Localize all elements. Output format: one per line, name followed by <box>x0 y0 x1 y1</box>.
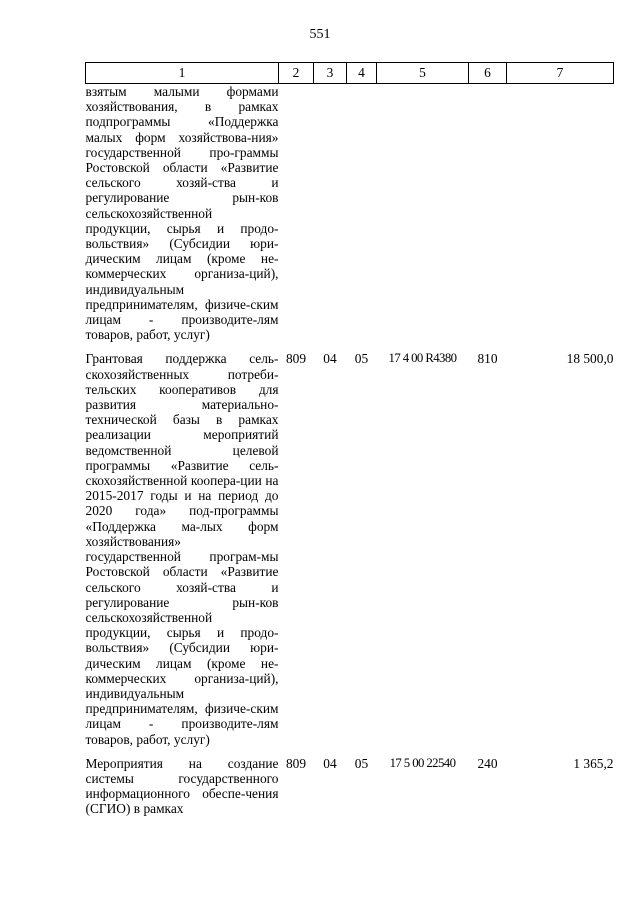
column-header: 4 <box>347 63 377 84</box>
column-header: 5 <box>377 63 469 84</box>
target-article-code: 17 5 00 22540 <box>389 755 456 770</box>
column-header: 3 <box>314 63 347 84</box>
budget-table <box>85 62 614 817</box>
subsection-code: 05 <box>354 755 369 771</box>
column-header: 1 <box>86 63 279 84</box>
ministry-code <box>279 84 314 343</box>
table-row <box>86 756 614 817</box>
section-code <box>314 84 347 343</box>
page-number: 551 <box>309 27 331 42</box>
column-header: 7 <box>507 63 614 84</box>
row-spacer <box>86 747 614 756</box>
amount-value <box>507 84 614 343</box>
table-header-row <box>86 63 614 84</box>
target-article-code: 17 4 00 R4380 <box>388 351 457 366</box>
ministry-code: 809 <box>285 351 307 367</box>
target-article-code <box>377 84 469 343</box>
section-code: 04 <box>323 351 337 367</box>
column-header: 6 <box>469 63 507 84</box>
row-description: Грантовая поддержка сель-скохозяйственных потреби-тельских кооперативов для развития материально-технической базы в рамках реализации мероприятий ведомственной целевой программы «Развитие сель-скохозяйственной коопера-ции на 2015-2017 годы и на период до 2020 года» под-программы «Поддержка ма-лых форм хозяйствования» государственной програм-мы Ростовской области «Развитие сельского хозяй-ства и регулирование рын-ков сельскохозяйственной продукции, сырья и продо-вольствия» (Субсидии юри-дическим лицам (кроме не-коммерческих организа-ций), индивидуальным предпринимателям, физиче-ским лицам - производите-лям товаров, работ, услуг) <box>85 351 279 747</box>
row-description: взятым малыми формами хозяйствования, в рамках подпрограммы «Поддержка малых форм хозяйствова-ния» государственной про-граммы Ростовской области «Развитие сельского хозяй-ства и регулирование рын-ков сельскохозяйственной продукции, сырья и продо-вольствия» (Субсидии юри-дическим лицам (кроме не-коммерческих организа-ций), индивидуальным предпринимателям, физиче-ским лицам - производите-лям товаров, работ, услуг) <box>85 84 279 343</box>
expense-type-code <box>469 84 507 343</box>
row-spacer <box>86 342 614 351</box>
amount-value: 18 500,0 <box>566 351 614 367</box>
expense-type-code: 810 <box>477 351 498 367</box>
amount-value: 1 365,2 <box>573 755 614 771</box>
ministry-code: 809 <box>285 755 307 771</box>
table-row <box>86 351 614 746</box>
column-header: 2 <box>279 63 314 84</box>
table-row <box>86 84 614 343</box>
section-code: 04 <box>323 755 337 771</box>
row-description: Мероприятия на создание системы государственного информационного обеспе-чения (СГИО) в рамках <box>85 755 279 817</box>
subsection-code: 05 <box>354 351 369 367</box>
subsection-code <box>347 84 377 343</box>
expense-type-code: 240 <box>477 755 498 771</box>
